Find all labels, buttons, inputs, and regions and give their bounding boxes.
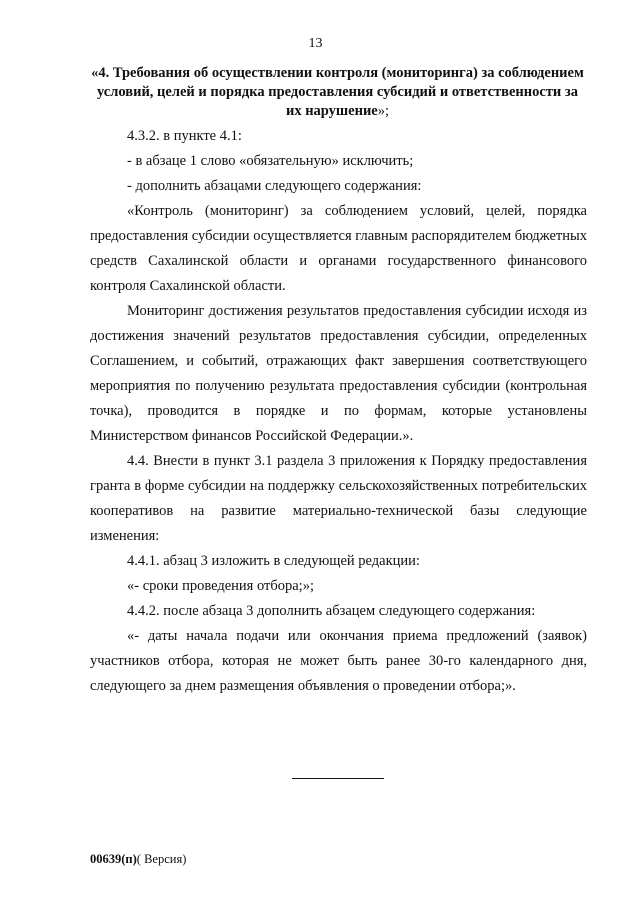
heading-title: 4. Требования об осуществлении контроля (мониторинга) за соблюдением условий, целей и порядка предоставления субсидий и ответственности за их нарушение bbox=[97, 65, 584, 119]
paragraph-submission-dates: «- даты начала подачи или окончания приема предложений (заявок) участников отбора, которая не может быть ранее 30-го календарного дня, следующего за днем размещения объявления о проведении отбора;». bbox=[90, 628, 587, 694]
paragraph-remove-word: - в абзаце 1 слово «обязательную» исключить; bbox=[127, 153, 414, 169]
heading-open-quote: « bbox=[91, 65, 99, 81]
footer bbox=[90, 852, 186, 867]
paragraph-control-monitoring: «Контроль (мониторинг) за соблюдением условий, целей, порядка предоставления субсидии осуществляется главным распорядителем бюджетных средств Сахалинской области и органами государственного финансового контроля Сахалинской области. bbox=[90, 203, 587, 294]
version-label: ( Версия) bbox=[136, 852, 187, 866]
paragraph-monitoring-results: Мониторинг достижения результатов предоставления субсидии исходя из достижения значений результатов предоставления субсидии, определенных Соглашением, и событий, отражающих факт завершения соответствующего мероприятия по получению результата предоставления субсидии (контрольная точка), проводится в порядке и по формам, которые установлены Министерством финансов Российской Федерации.». bbox=[90, 303, 587, 444]
document-body bbox=[90, 124, 587, 699]
document-code: 00639(п) bbox=[90, 852, 137, 866]
section-heading bbox=[90, 64, 585, 121]
paragraph-4-4: 4.4. Внести в пункт 3.1 раздела 3 приложения к Порядку предоставления гранта в форме субсидии на поддержку сельскохозяйственных потребительских кооперативов на развитие материально-технической базы следующие изменения: bbox=[90, 453, 587, 544]
page-number: 13 bbox=[308, 36, 323, 51]
heading-close-quote: »; bbox=[377, 103, 390, 119]
paragraph-4-4-1: 4.4.1. абзац 3 изложить в следующей редакции: bbox=[127, 553, 420, 569]
paragraph-add-paragraphs: - дополнить абзацами следующего содержания: bbox=[127, 178, 422, 194]
paragraph-selection-dates: «- сроки проведения отбора;»; bbox=[127, 578, 314, 594]
paragraph-4-3-2: 4.3.2. в пункте 4.1: bbox=[127, 128, 242, 144]
end-divider-line bbox=[292, 778, 384, 779]
paragraph-4-4-2: 4.4.2. после абзаца 3 дополнить абзацем следующего содержания: bbox=[127, 603, 536, 619]
